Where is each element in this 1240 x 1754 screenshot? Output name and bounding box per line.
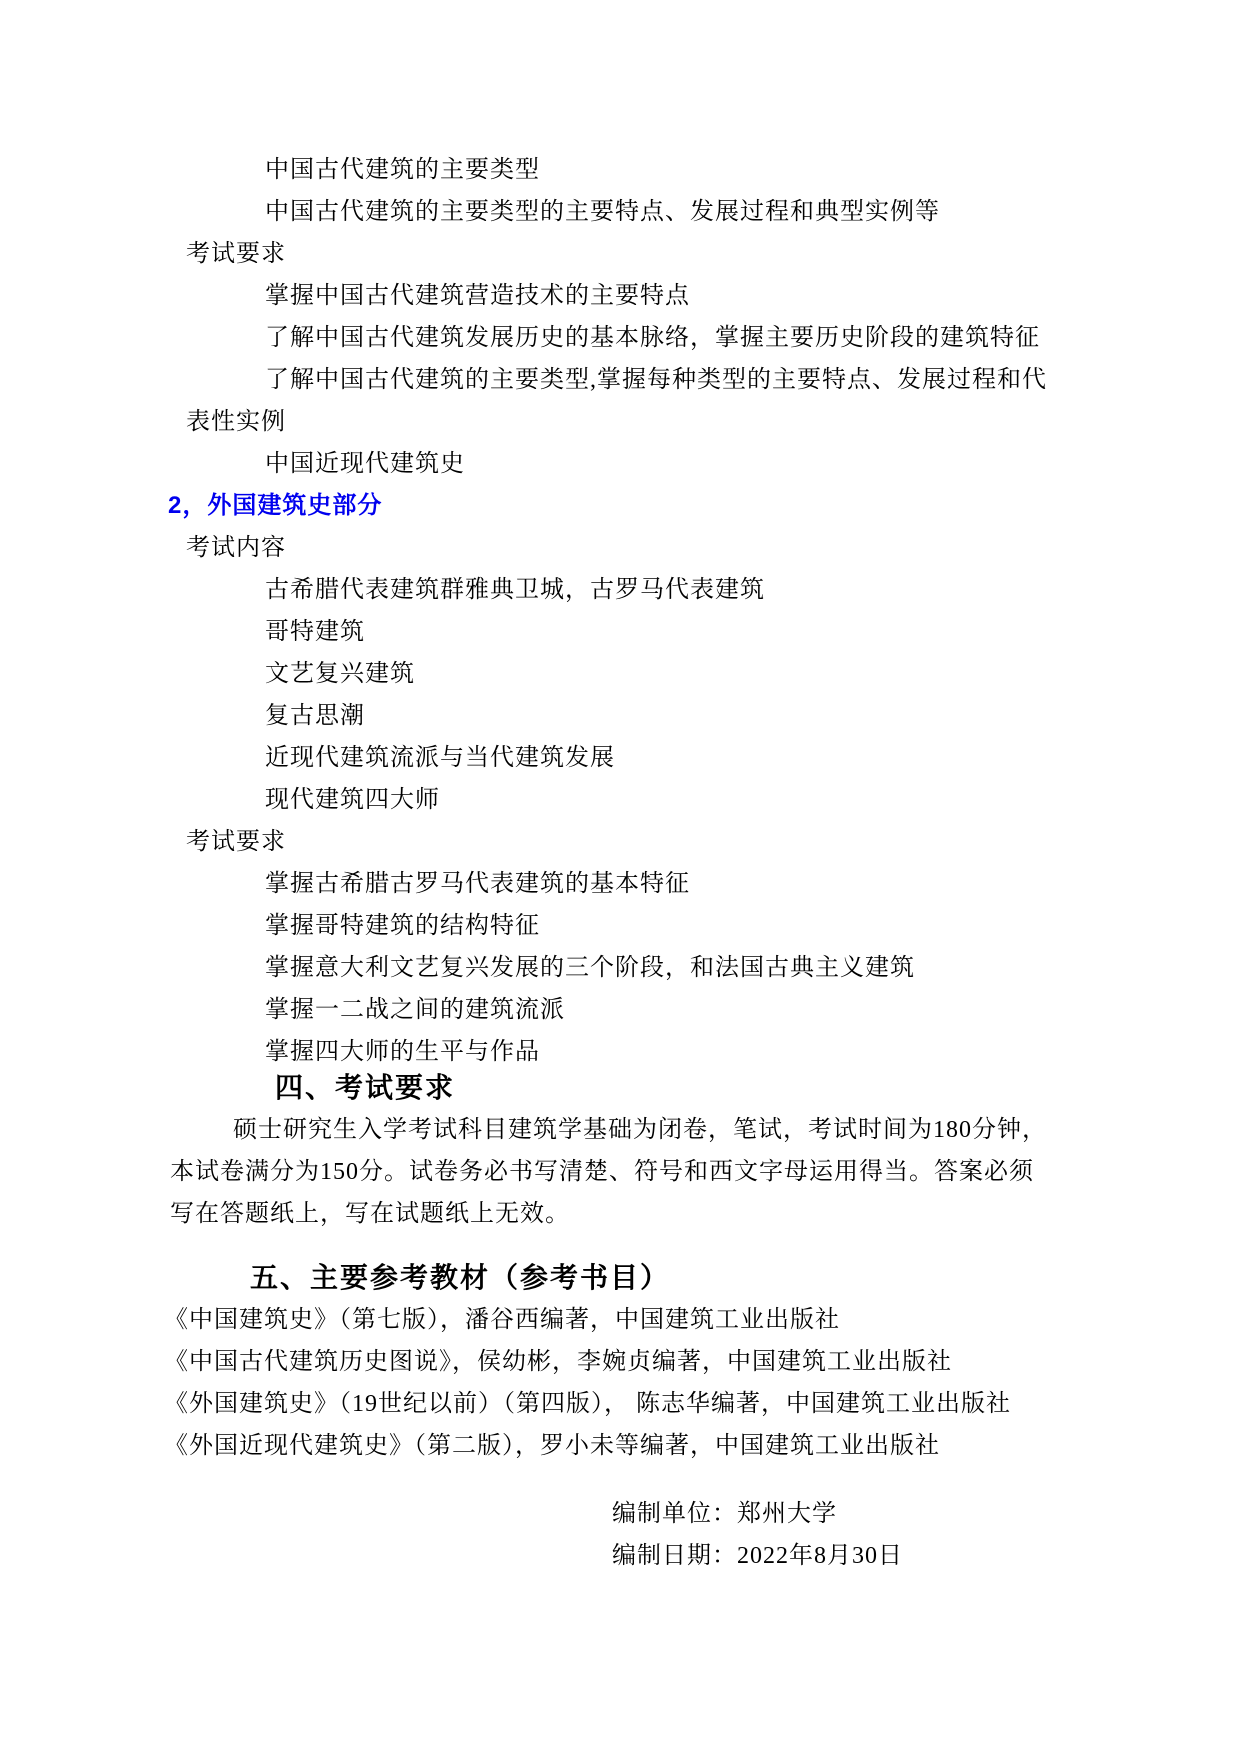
china-requirement-item: 掌握中国古代建筑营造技术的主要特点: [265, 283, 690, 309]
china-requirement-item: 了解中国古代建筑的主要类型,掌握每种类型的主要特点、发展过程和代: [265, 367, 1047, 393]
china-requirement-wrap-line: 表性实例: [186, 409, 286, 435]
china-content-item: 中国古代建筑的主要类型: [265, 157, 540, 183]
foreign-content-item: 古希腊代表建筑群雅典卫城，古罗马代表建筑: [265, 577, 765, 603]
foreign-requirement-item: 掌握意大利文艺复兴发展的三个阶段，和法国古典主义建筑: [265, 955, 915, 981]
china-content-item: 中国古代建筑的主要类型的主要特点、发展过程和典型实例等: [265, 199, 940, 225]
foreign-requirement-item: 掌握四大师的生平与作品: [265, 1039, 540, 1065]
foreign-requirement-item: 掌握古希腊古罗马代表建筑的基本特征: [265, 871, 690, 897]
foreign-section-heading: 2，外国建筑史部分: [168, 492, 383, 519]
foreign-content-item: 现代建筑四大师: [265, 787, 440, 813]
foreign-content-item: 近现代建筑流派与当代建筑发展: [265, 745, 615, 771]
section-heading-exam-requirements: 四、考试要求: [275, 1072, 456, 1103]
foreign-content-item: 文艺复兴建筑: [265, 661, 415, 687]
reference-book-line: 《中国建筑史》（第七版），潘谷西编著，中国建筑工业出版社: [164, 1307, 840, 1333]
reference-book-line: 《外国建筑史》（19世纪以前）（第四版）， 陈志华编著，中国建筑工业出版社: [164, 1391, 1011, 1417]
foreign-content-item: 哥特建筑: [265, 619, 365, 645]
exam-requirements-paragraph-line: 写在答题纸上，写在试题纸上无效。: [170, 1201, 570, 1227]
footer-unit-line: 编制单位：郑州大学: [612, 1501, 837, 1527]
footer-date-line: 编制日期：2022年8月30日: [612, 1543, 903, 1569]
foreign-content-item: 复古思潮: [265, 703, 365, 729]
foreign-content-label: 考试内容: [186, 535, 286, 561]
foreign-requirement-item: 掌握一二战之间的建筑流派: [265, 997, 565, 1023]
foreign-requirement-item: 掌握哥特建筑的结构特征: [265, 913, 540, 939]
exam-requirements-paragraph-line: 硕士研究生入学考试科目建筑学基础为闭卷，笔试，考试时间为180分钟，: [233, 1117, 1047, 1143]
foreign-requirements-label: 考试要求: [186, 829, 286, 855]
reference-book-line: 《中国古代建筑历史图说》，侯幼彬，李婉贞编著，中国建筑工业出版社: [164, 1349, 952, 1375]
china-requirement-item: 了解中国古代建筑发展历史的基本脉络，掌握主要历史阶段的建筑特征: [265, 325, 1040, 351]
china-requirements-label: 考试要求: [186, 241, 286, 267]
china-modern-history-item: 中国近现代建筑史: [265, 451, 465, 477]
exam-requirements-paragraph-line: 本试卷满分为150分。试卷务必书写清楚、符号和西文字母运用得当。答案必须: [170, 1159, 1034, 1185]
reference-book-line: 《外国近现代建筑史》（第二版），罗小未等编著，中国建筑工业出版社: [164, 1433, 940, 1459]
section-heading-references: 五、主要参考教材（参考书目）: [250, 1262, 671, 1293]
footer: [170, 1493, 1120, 1577]
